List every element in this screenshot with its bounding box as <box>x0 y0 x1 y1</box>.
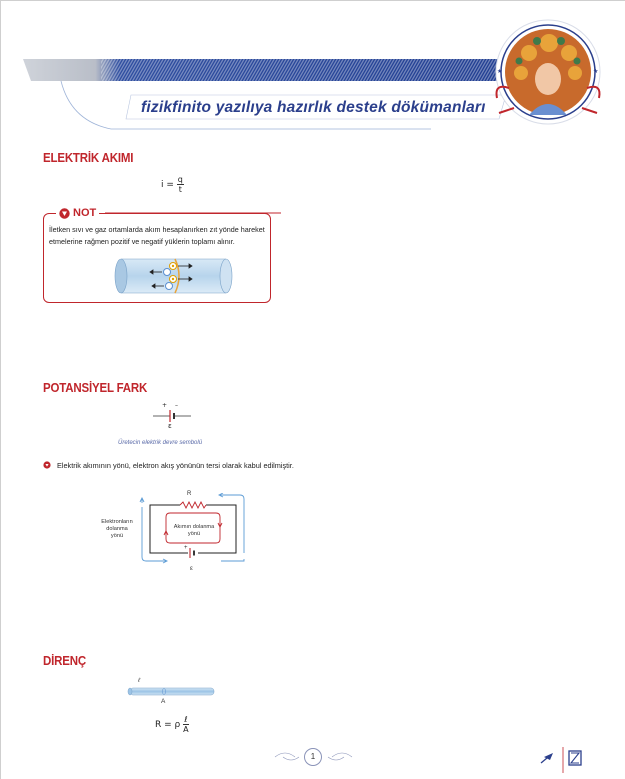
note-text: İletken sıvı ve gaz ortamlarda akım hesaplanırken zıt yönde hareket etmelerine rağmen pozitif ve negatif yüklerin toplamı alınır. <box>49 225 265 246</box>
svg-text:★: ★ <box>497 68 503 75</box>
section-title-potential: POTANSİYEL FARK <box>43 381 148 395</box>
emf-symbol-label: ε <box>168 422 172 430</box>
emf-minus-sign: – <box>175 402 178 409</box>
section-title-current: ELEKTRİK AKIMI <box>43 151 134 165</box>
current-direction-label <box>165 524 223 538</box>
circuit-emf-label: ε <box>190 565 193 572</box>
resistance-formula-numerator: ℓ <box>184 715 188 724</box>
current-formula <box>161 175 184 194</box>
resistance-formula-fraction <box>183 715 188 734</box>
current-formula-denominator: t <box>178 185 182 194</box>
svg-text:★: ★ <box>593 68 599 75</box>
warning-icon <box>59 208 70 219</box>
conductor-tube-diagram <box>111 253 271 303</box>
resistance-formula <box>155 715 189 734</box>
bullet-text-current-direction: Elektrik akımının yönü, elektron akış yönünün tersi olarak kabul edilmiştir. <box>57 461 294 470</box>
emf-symbol-caption: Üretecin elektrik devre sembolü <box>118 440 203 446</box>
resistor-wire-diagram <box>126 685 221 699</box>
author-avatar <box>489 13 607 131</box>
bullet-icon <box>43 461 51 469</box>
electron-direction-label <box>91 519 143 540</box>
current-formula-lhs: i = <box>161 180 174 190</box>
current-formula-numerator: q <box>177 175 183 184</box>
circuit-resistor-label: R <box>187 491 192 497</box>
note-label <box>56 207 99 219</box>
brand-logo-icon <box>541 747 581 773</box>
current-direction-label-line2: yönü <box>187 531 201 537</box>
resistance-formula-lhs: R = ρ <box>155 720 181 730</box>
section-title-resistance: DİRENÇ <box>43 654 86 668</box>
current-direction-label-line1: Akımın dolanma <box>173 524 215 530</box>
current-formula-fraction <box>177 175 184 194</box>
wire-area-label: A <box>161 698 166 705</box>
resistance-formula-denominator: A <box>183 725 189 734</box>
emf-plus-sign: + <box>162 402 168 409</box>
circuit-plus-label: + <box>184 545 188 551</box>
electron-direction-label-line1: Elektronların <box>101 519 133 525</box>
wire-length-label: ℓ <box>138 678 140 684</box>
note-label-text: NOT <box>73 207 97 219</box>
page-number: 1 <box>304 748 322 766</box>
electron-direction-label-line2: dolanma <box>106 526 128 532</box>
emf-source-symbol <box>151 405 196 435</box>
header-title: fizikfinito yazılıya hazırlık destek dökümanları <box>141 99 486 116</box>
electron-direction-label-line3: yönü <box>110 533 124 539</box>
